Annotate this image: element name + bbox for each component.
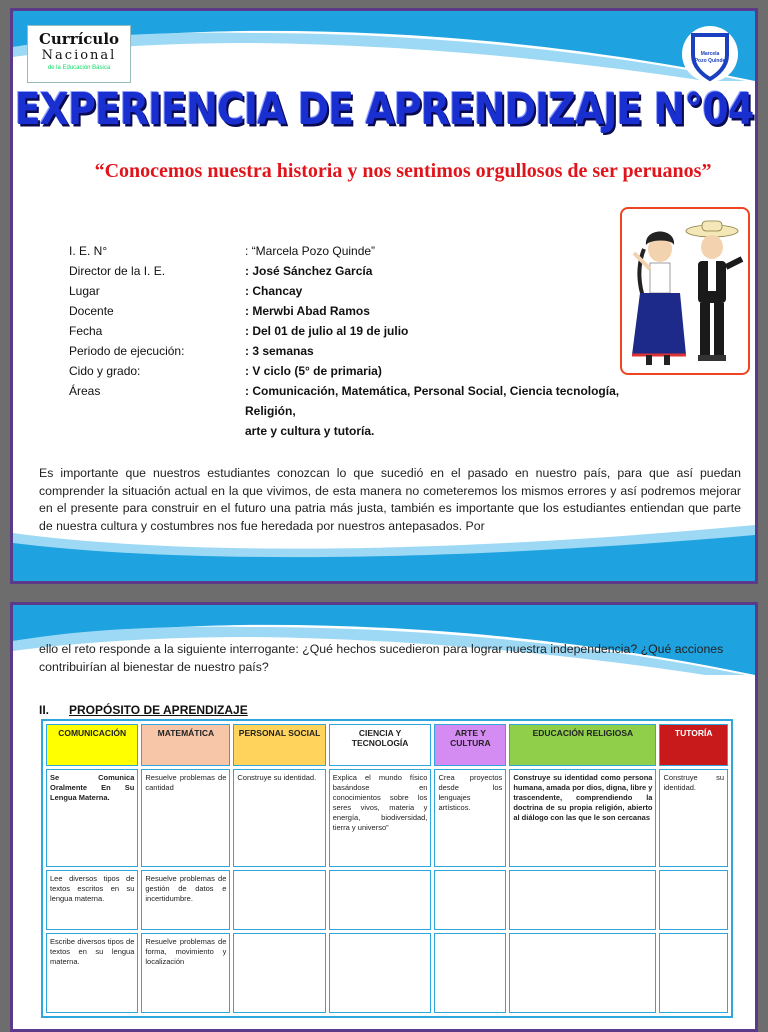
document-page-2 (10, 602, 758, 1032)
table-cell: Construye su identidad. (233, 769, 325, 867)
info-row: Periodo de ejecución: : 3 semanas (69, 344, 314, 358)
table-cell (233, 933, 325, 1013)
table-cell: Crea proyectos desde los lenguajes artísticos. (434, 769, 506, 867)
table-cell: Explica el mundo físico basándose en conocimientos sobre los seres vivos, materia y energía, biodiversidad, tierra y universo” (329, 769, 432, 867)
table-cell: Construye su identidad como persona humana, amada por dios, digna, libre y trascendente, comprendiendo la doctrina de su propia religión, abierto al diálogo con las que le son cercanas (509, 769, 656, 867)
table-cell (329, 870, 432, 930)
table-cell (329, 933, 432, 1013)
table-cell: Resuelve problemas de forma, movimiento y localización (141, 933, 230, 1013)
table-cell: Se Comunica Oralmente En Su Lengua Materna. (46, 769, 138, 867)
info-row: Áreas : Comunicación, Matemática, Personal Social, Ciencia tecnología, Religión, (69, 384, 620, 418)
table-row (46, 769, 728, 867)
general-info-block (69, 241, 669, 441)
school-shield-logo (681, 25, 739, 83)
table-cell (434, 870, 506, 930)
section-heading: II. PROPÓSITO DE APRENDIZAJE (39, 703, 248, 717)
table-cell (659, 933, 728, 1013)
table-cell (509, 933, 656, 1013)
table-cell: Resuelve problemas de gestión de datos e incertidumbre. (141, 870, 230, 930)
table-row (46, 933, 728, 1013)
header-arte-cultura: ARTE Y CULTURA (434, 724, 506, 766)
table-cell (434, 933, 506, 1013)
info-row: Fecha : Del 01 de julio al 19 de julio (69, 324, 409, 338)
svg-text:Marcela: Marcela (700, 51, 720, 57)
header-personal-social: PERSONAL SOCIAL (233, 724, 325, 766)
table-cell: Resuelve problemas de cantidad (141, 769, 230, 867)
table-cell (659, 870, 728, 930)
page-title: EXPERIENCIA DE APRENDIZAJE N°04 (14, 83, 754, 135)
table-cell (233, 870, 325, 930)
header-matematica: MATEMÁTICA (141, 724, 230, 766)
svg-text:Pozo Quinde: Pozo Quinde (694, 58, 726, 64)
learning-purpose-table (41, 719, 733, 1018)
challenge-paragraph: ello el reto responde a la siguiente interrogante: ¿Qué hechos sucedieron para lograr nuestra independencia? ¿Qué acciones contribuirían al bienestar de nuestro país? (39, 642, 724, 674)
table-row (46, 870, 728, 930)
info-row: Director de la I. E. : José Sánchez García (69, 264, 373, 278)
curriculo-nacional-logo: Currículo Nacional de la Educación Básica (27, 25, 131, 83)
info-row: arte y cultura y tutoría. (245, 424, 375, 438)
experience-subtitle: “Conocemos nuestra historia y nos sentimos orgullosos de ser peruanos” (94, 160, 712, 182)
table-cell: Lee diversos tipos de textos escritos en su lengua materna. (46, 870, 138, 930)
document-page-1 (10, 8, 758, 584)
intro-paragraph: Es importante que nuestros estudiantes conozcan lo que sucedió en el pasado en nuestro país, para que así puedan comprender la situación actual en la que vivimos, de esta manera no cometeremos los mismos errores y así podremos mejorar en el presente para construir en el futuro una patria más justa, también es importante que los estudiantes entiendan que parte de nuestra cultura y costumbres nos fue heredada por nuestros antepasados. Por (39, 466, 741, 533)
info-row: Lugar : Chancay (69, 284, 303, 298)
table-cell: Construye su identidad. (659, 769, 728, 867)
header-ciencia-tecnologia: CIENCIA Y TECNOLOGÍA (329, 724, 432, 766)
header-educacion-religiosa: EDUCACIÓN RELIGIOSA (509, 724, 656, 766)
info-row: Docente : Merwbi Abad Ramos (69, 304, 370, 318)
table-cell (509, 870, 656, 930)
header-comunicacion: COMUNICACIÓN (46, 724, 138, 766)
info-row: Cido y grado: : V ciclo (5° de primaria) (69, 364, 382, 378)
table-cell: Escribe diversos tipos de textos en su lengua materna. (46, 933, 138, 1013)
table-header-row (46, 724, 728, 766)
info-row: I. E. N° : “Marcela Pozo Quinde” (69, 244, 376, 258)
dancers-illustration (620, 207, 750, 375)
header-tutoria: TUTORÍA (659, 724, 728, 766)
